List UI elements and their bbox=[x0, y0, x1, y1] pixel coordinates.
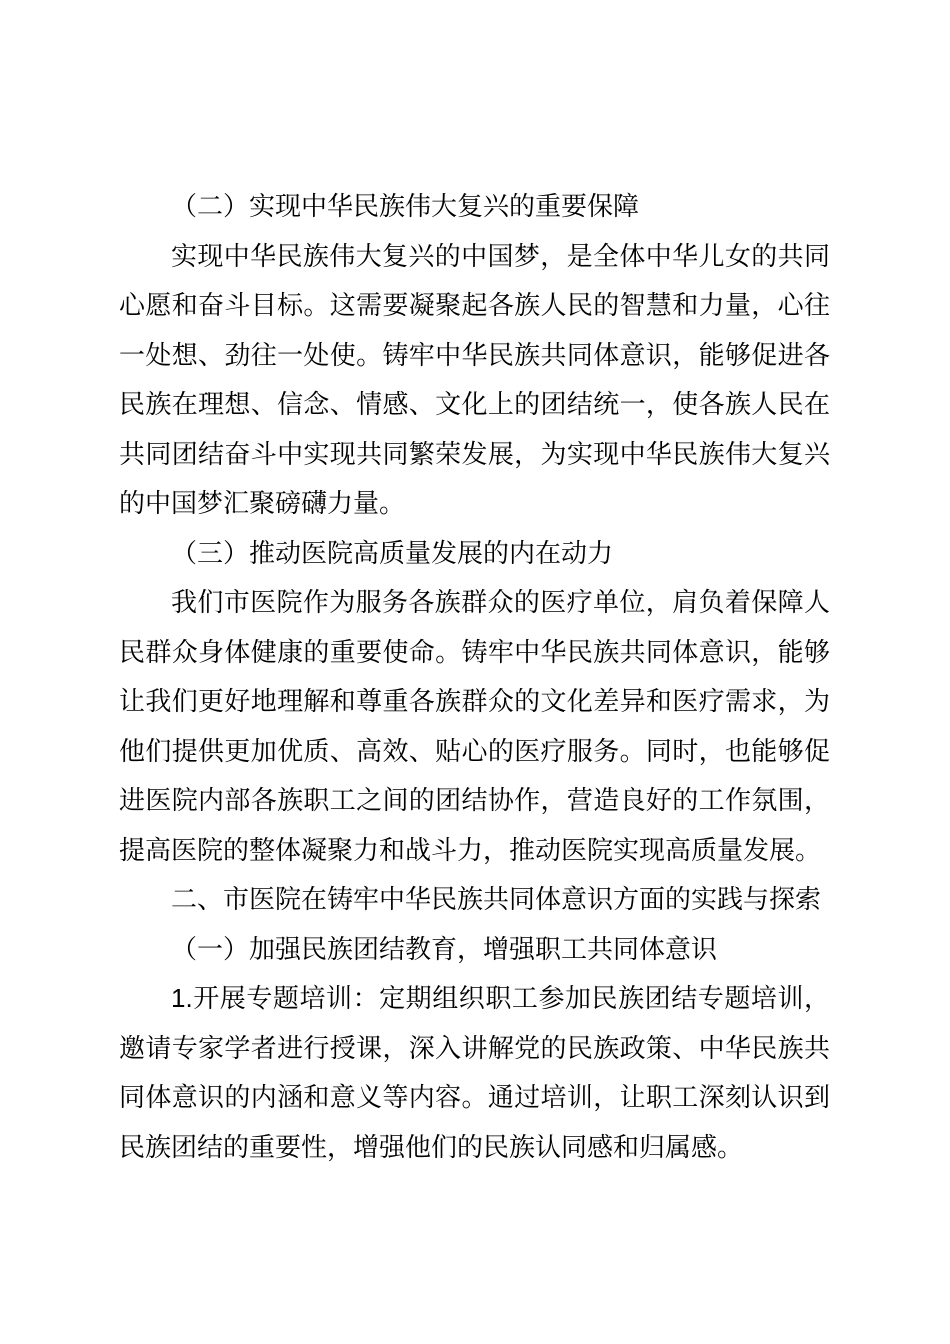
body-line: 一处想、劲往一处使。铸牢中华民族共同体意识，能够促进各 bbox=[119, 339, 830, 370]
section-heading-3: （三）推动医院高质量发展的内在动力 bbox=[171, 537, 614, 568]
body-line: 让我们更好地理解和尊重各族群众的文化差异和医疗需求，为 bbox=[119, 686, 830, 716]
body-line: 1.开展专题培训：定期组织职工参加民族团结专题培训， bbox=[171, 983, 830, 1013]
body-line: 的中国梦汇聚磅礴力量。 bbox=[119, 488, 406, 518]
body-line: 共同团结奋斗中实现共同繁荣发展，为实现中华民族伟大复兴 bbox=[119, 438, 830, 469]
body-line: 提高医院的整体凝聚力和战斗力，推动医院实现高质量发展。 bbox=[119, 834, 822, 865]
body-line: 民群众身体健康的重要使命。铸牢中华民族共同体意识，能够 bbox=[119, 636, 830, 667]
body-line: 他们提供更加优质、高效、贴心的医疗服务。同时，也能够促 bbox=[119, 735, 830, 766]
body-line: 民族团结的重要性，增强他们的民族认同感和归属感。 bbox=[119, 1131, 744, 1162]
body-line: 实现中华民族伟大复兴的中国梦，是全体中华儿女的共同 bbox=[171, 240, 830, 271]
chapter-heading-2: 二、市医院在铸牢中华民族共同体意识方面的实践与探索 bbox=[171, 884, 822, 914]
section-heading-2: （二）实现中华民族伟大复兴的重要保障 bbox=[171, 191, 640, 221]
body-line: 邀请专家学者进行授课，深入讲解党的民族政策、中华民族共 bbox=[119, 1032, 830, 1063]
document-text-block bbox=[119, 182, 830, 1172]
body-line: 进医院内部各族职工之间的团结协作，营造良好的工作氛围， bbox=[119, 785, 830, 815]
body-line: 同体意识的内涵和意义等内容。通过培训，让职工深刻认识到 bbox=[119, 1082, 830, 1112]
body-line: 心愿和奋斗目标。这需要凝聚起各族人民的智慧和力量，心往 bbox=[119, 290, 830, 320]
body-line: 我们市医院作为服务各族群众的医疗单位，肩负着保障人 bbox=[171, 587, 830, 617]
body-line: 民族在理想、信念、情感、文化上的团结统一，使各族人民在 bbox=[119, 389, 830, 419]
section-heading-1: （一）加强民族团结教育，增强职工共同体意识 bbox=[171, 933, 718, 964]
